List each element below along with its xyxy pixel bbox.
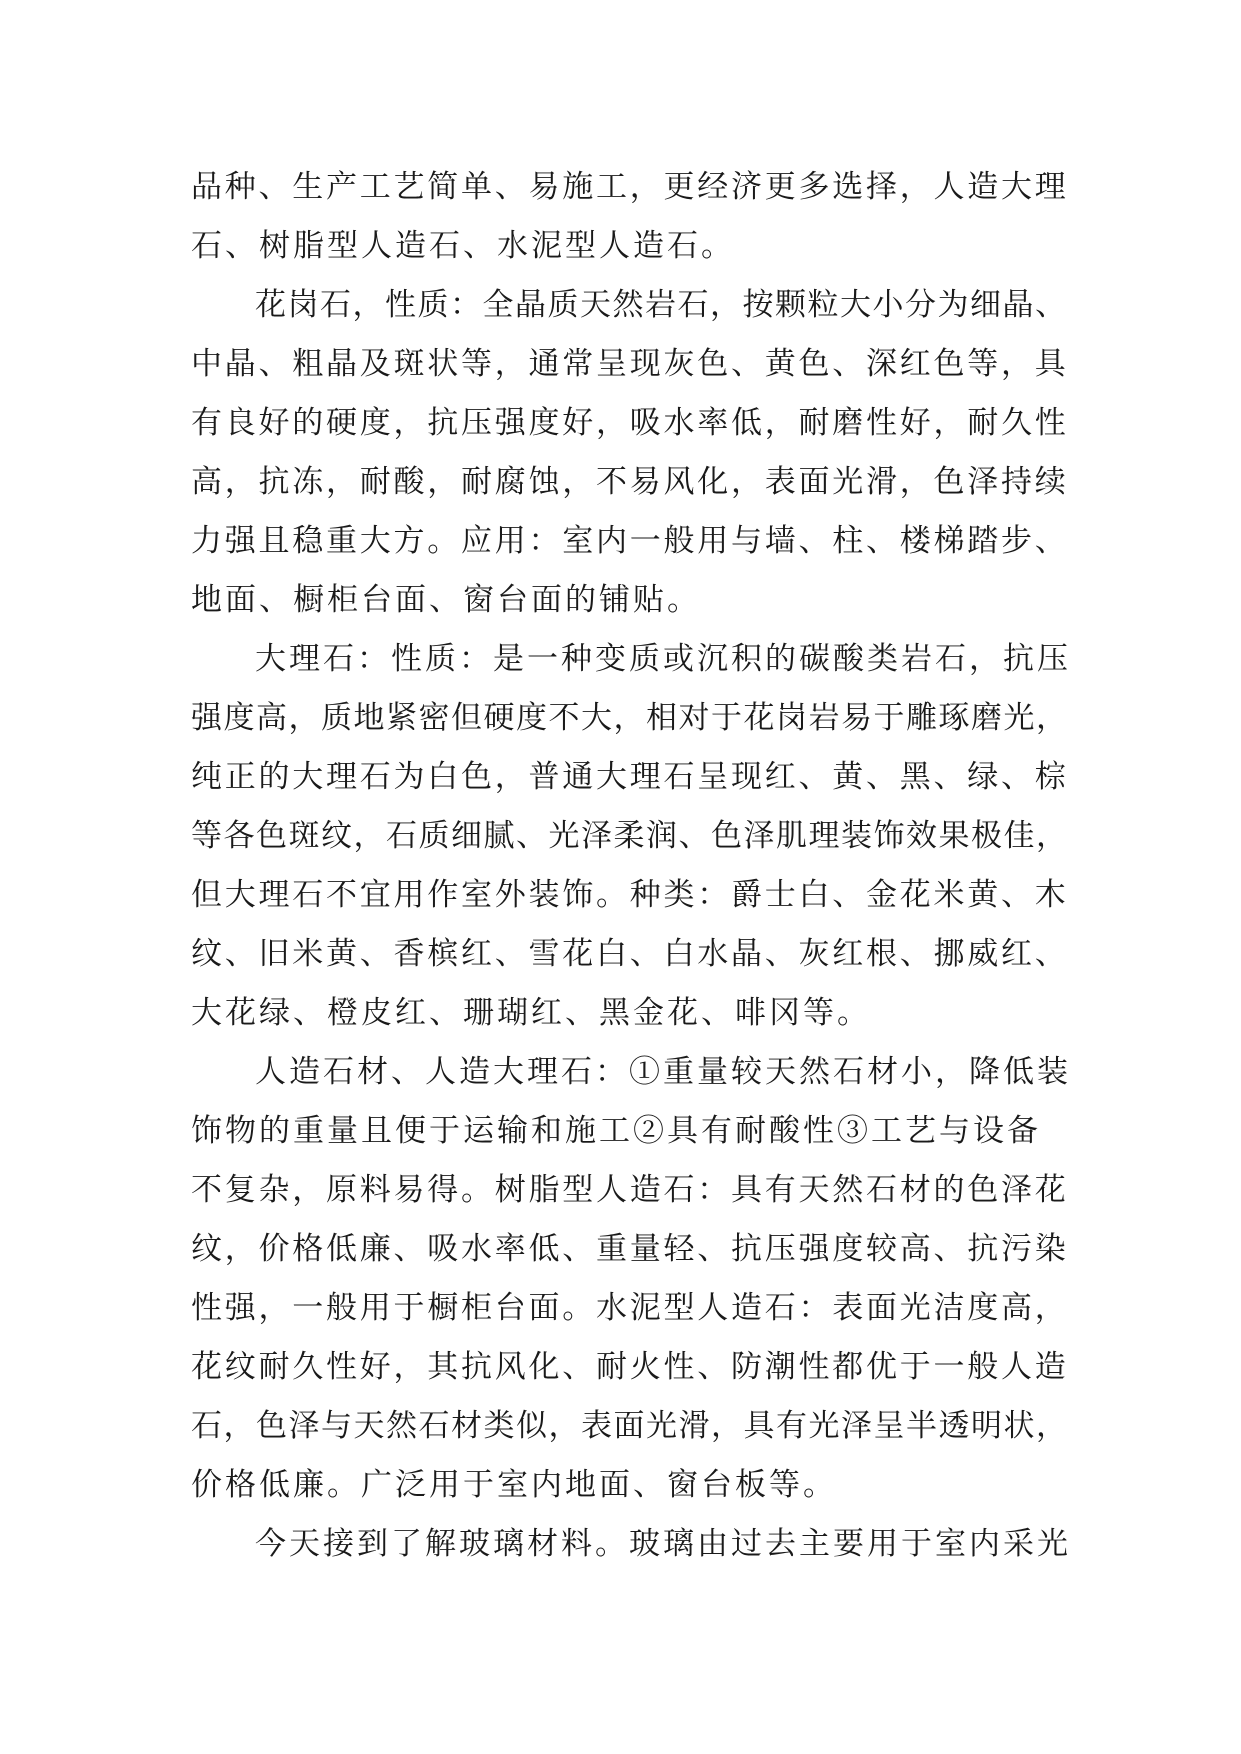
paragraph-start-line: 花岗石，性质：全晶质天然岩石，按颗粒大小分为细晶、: [255, 287, 1068, 323]
paragraph-start-line: 人造石材、人造大理石：①重量较天然石材小，降低装: [255, 1054, 1071, 1090]
text-line: 地面、橱柜台面、窗台面的铺贴。: [191, 582, 701, 618]
text-line: 纯正的大理石为白色，普通大理石呈现红、黄、黑、绿、棕: [191, 759, 1069, 795]
text-line: 纹，价格低廉、吸水率低、重量轻、抗压强度较高、抗污染: [191, 1231, 1069, 1267]
text-line: 饰物的重量且便于运输和施工②具有耐酸性③工艺与设备: [191, 1113, 1041, 1149]
text-line: 花纹耐久性好，其抗风化、耐火性、防潮性都优于一般人造: [191, 1349, 1069, 1385]
text-line: 价格低廉。广泛用于室内地面、窗台板等。: [191, 1467, 837, 1503]
body-text: [191, 158, 1071, 1574]
paragraph-start-line: 今天接到了解玻璃材料。玻璃由过去主要用于室内采光: [255, 1526, 1071, 1562]
text-line: 石、树脂型人造石、水泥型人造石。: [191, 228, 735, 264]
text-line: 等各色斑纹，石质细腻、光泽柔润、色泽肌理装饰效果极佳，: [191, 818, 1069, 854]
paragraph-start-line: 大理石：性质：是一种变质或沉积的碳酸类岩石，抗压: [255, 641, 1071, 677]
text-line: 石，色泽与天然石材类似，表面光滑，具有光泽呈半透明状，: [191, 1408, 1069, 1444]
text-line: 性强，一般用于橱柜台面。水泥型人造石：表面光洁度高，: [191, 1290, 1069, 1326]
text-line: 大花绿、橙皮红、珊瑚红、黑金花、啡冈等。: [191, 995, 871, 1031]
text-line: 中晶、粗晶及斑状等，通常呈现灰色、黄色、深红色等，具: [191, 346, 1069, 382]
text-line: 强度高，质地紧密但硬度不大，相对于花岗岩易于雕琢磨光，: [191, 700, 1069, 736]
text-line: 高，抗冻，耐酸，耐腐蚀，不易风化，表面光滑，色泽持续: [191, 464, 1069, 500]
text-line: 但大理石不宜用作室外装饰。种类：爵士白、金花米黄、木: [191, 877, 1069, 913]
text-line: 纹、旧米黄、香槟红、雪花白、白水晶、灰红根、挪威红、: [191, 936, 1069, 972]
text-line: 有良好的硬度，抗压强度好，吸水率低，耐磨性好，耐久性: [191, 405, 1069, 441]
text-line: 品种、生产工艺简单、易施工，更经济更多选择，人造大理: [191, 169, 1069, 205]
text-line: 力强且稳重大方。应用：室内一般用与墙、柱、楼梯踏步、: [191, 523, 1069, 559]
text-line: 不复杂，原料易得。树脂型人造石：具有天然石材的色泽花: [191, 1172, 1069, 1208]
